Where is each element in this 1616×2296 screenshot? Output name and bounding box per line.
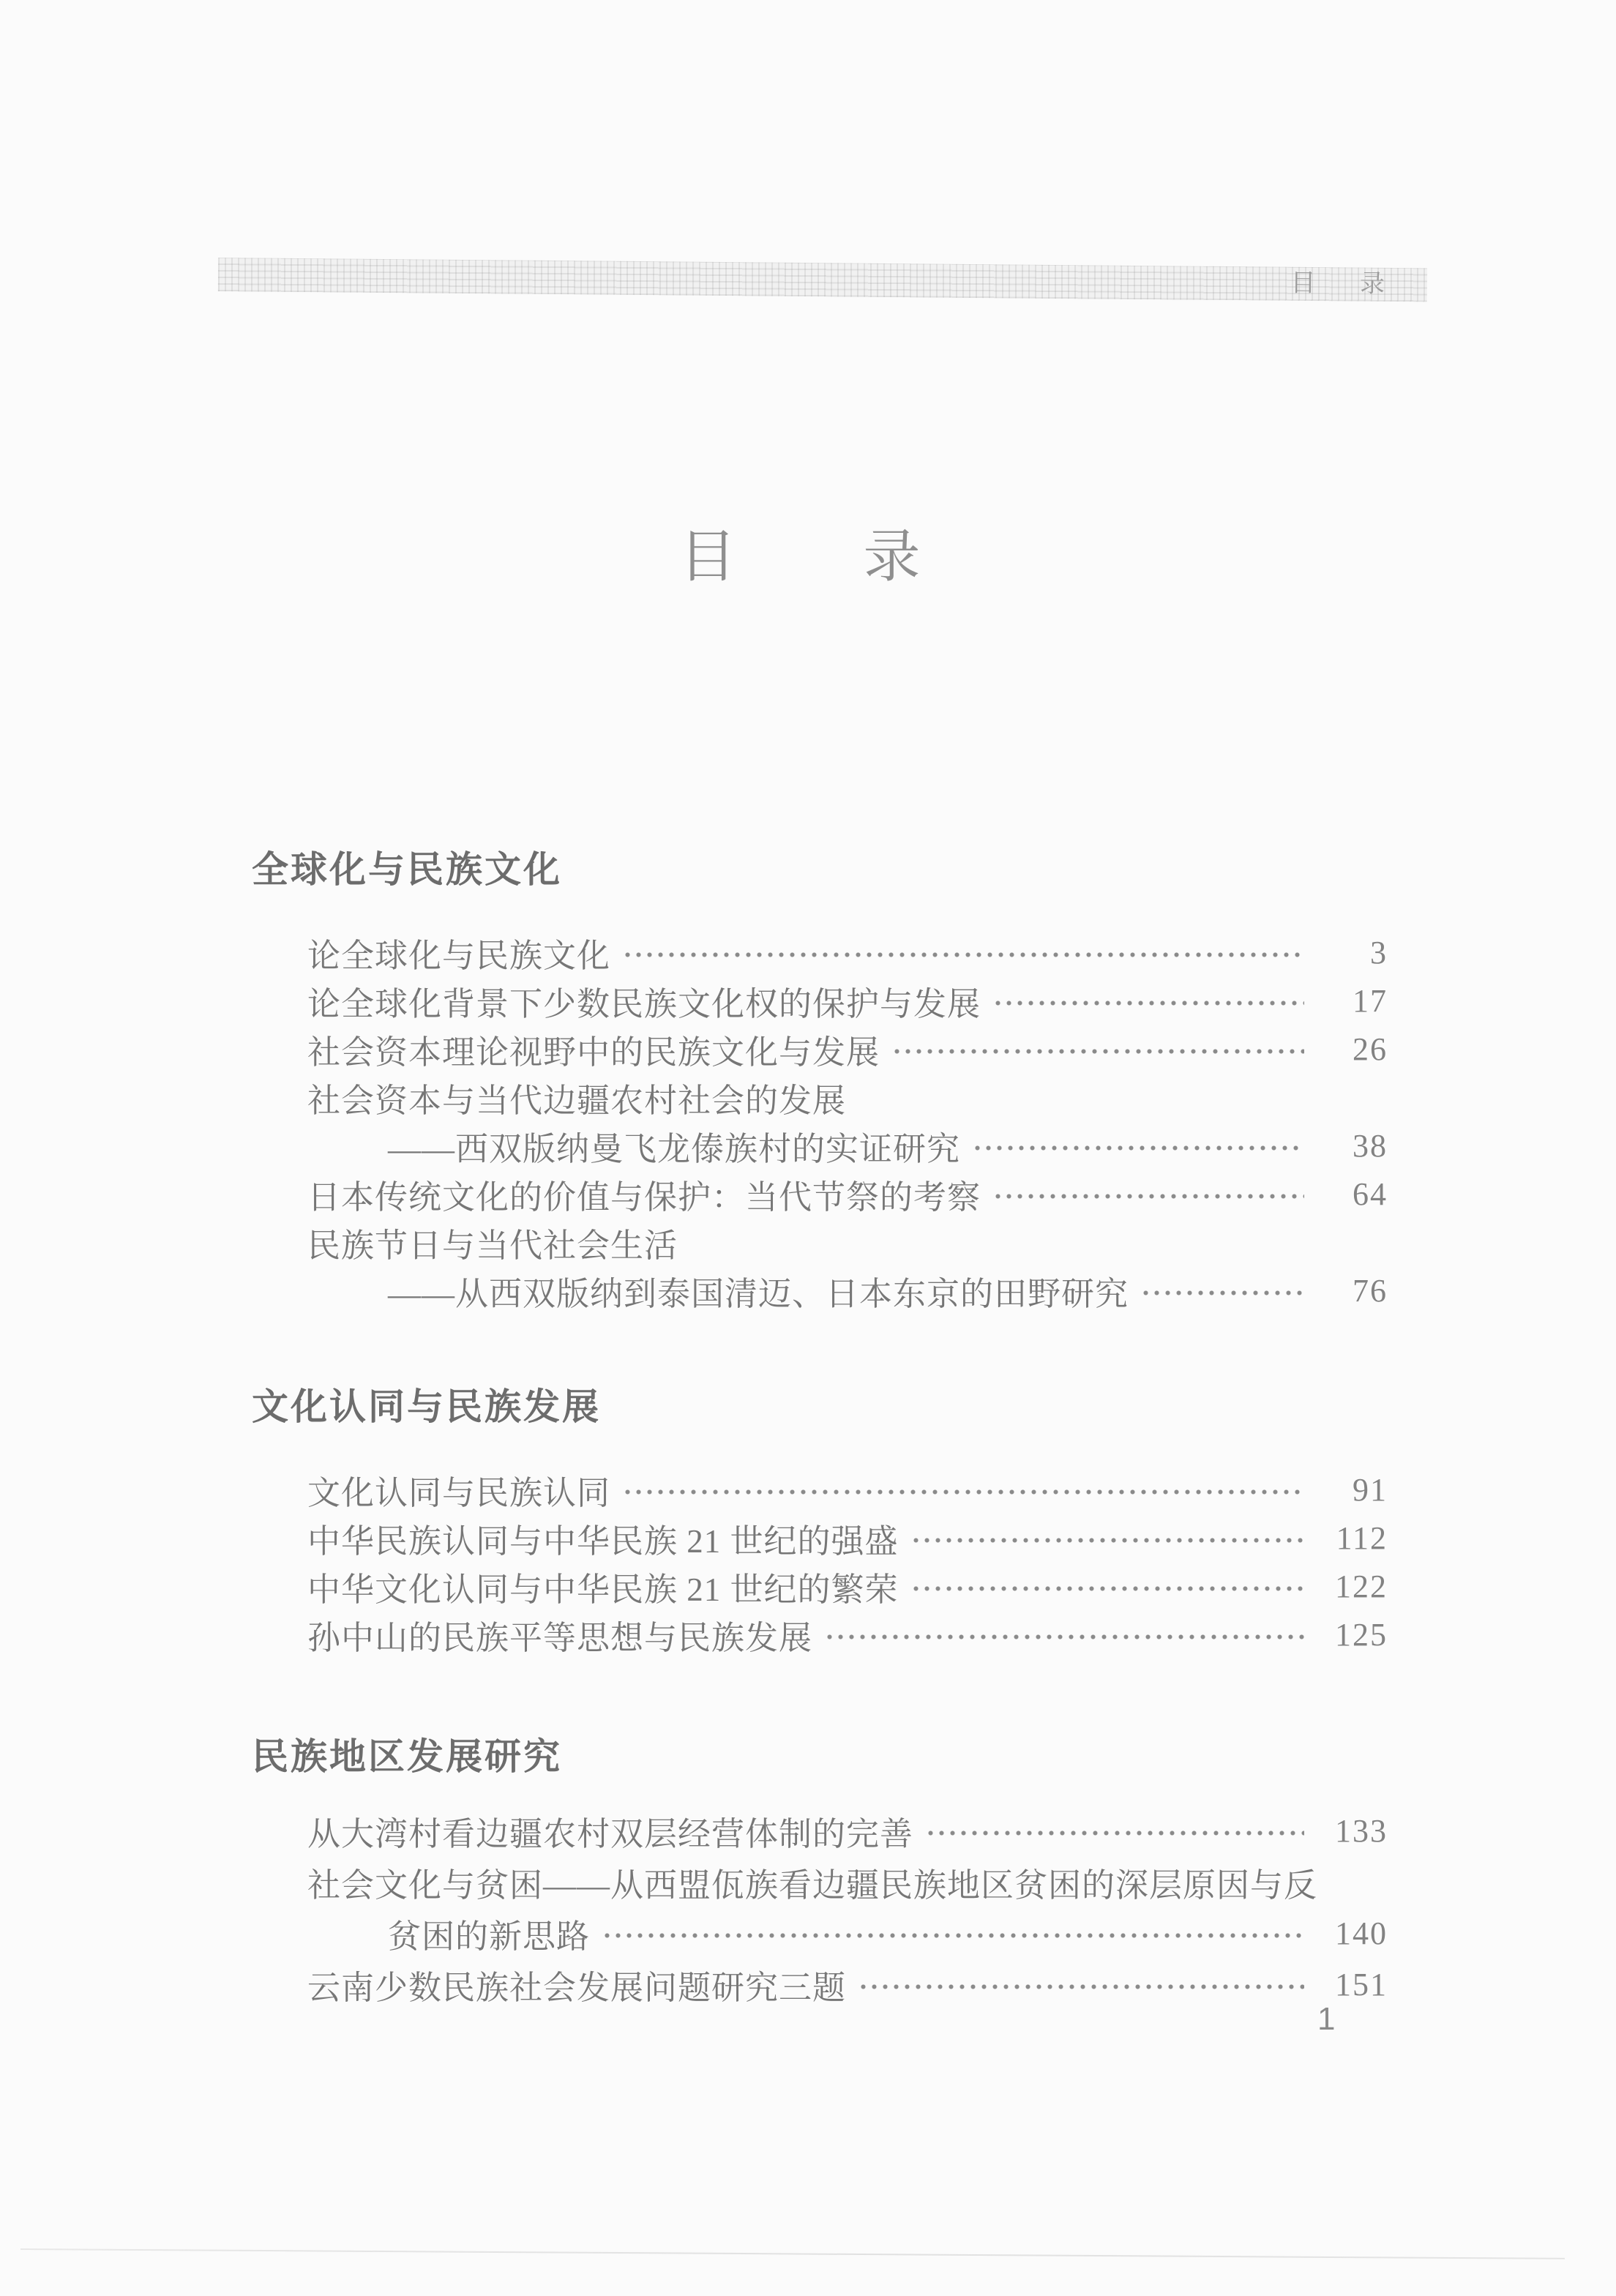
toc-entry-title: 贫困的新思路 (388, 1918, 591, 1955)
toc-entry-title: 社会文化与贫困——从西盟佤族看边疆民族地区贫困的深层原因与反 (307, 1866, 1318, 1904)
toc-entry (307, 1218, 1388, 1266)
toc-entry-page: 151 (1335, 1966, 1388, 2003)
toc-content (252, 849, 1388, 2010)
toc-entry-title: 文化认同与民族认同 (307, 1474, 611, 1511)
toc-entry-page: 112 (1336, 1519, 1388, 1556)
toc-entry-page: 38 (1353, 1127, 1388, 1164)
toc-entry-title: 中华民族认同与中华民族 21 世纪的强盛 (307, 1522, 899, 1560)
toc-entry (307, 1025, 1388, 1073)
toc-section (252, 1736, 1388, 2010)
dot-leader (910, 1562, 1304, 1610)
toc-entry-title: ——从西双版纳到泰国清迈、日本东京的田野研究 (388, 1275, 1129, 1312)
toc-section (252, 849, 1388, 1315)
dot-leader (891, 1025, 1304, 1073)
dot-leader (622, 1465, 1304, 1514)
page-title: 目 录 (679, 525, 922, 588)
scan-edge-artifact (20, 2248, 1565, 2259)
toc-entry-page: 140 (1335, 1915, 1388, 1951)
dot-leader (992, 976, 1304, 1025)
toc-entry-page: 76 (1353, 1272, 1388, 1309)
toc-entry-page: 122 (1335, 1568, 1388, 1604)
toc-entry (307, 1959, 1388, 2010)
toc-entry-title: 民族节日与当代社会生活 (307, 1227, 678, 1264)
dot-leader (602, 1907, 1304, 1959)
toc-entry-title: 从大湾村看边疆农村双层经营体制的完善 (307, 1815, 914, 1852)
dot-leader (992, 1170, 1304, 1218)
section-heading: 文化认同与民族发展 (252, 1386, 601, 1427)
toc-entry (307, 1465, 1388, 1514)
dot-leader (622, 928, 1304, 976)
toc-section (252, 1386, 1388, 1659)
page-number: 1 (1317, 2001, 1336, 2037)
toc-entry (307, 1073, 1388, 1121)
toc-entry-page: 91 (1353, 1471, 1388, 1508)
toc-entry-title: 社会资本理论视野中的民族文化与发展 (307, 1033, 880, 1071)
toc-entry (307, 1562, 1388, 1610)
toc-entry-page: 26 (1353, 1031, 1388, 1067)
toc-entry (307, 1907, 1388, 1959)
toc-entry-page: 17 (1353, 982, 1388, 1019)
running-header-bar (218, 258, 1427, 302)
toc-entry-title: 中华文化认同与中华民族 21 世纪的繁荣 (307, 1571, 899, 1608)
running-header-title: 目 录 (1290, 269, 1387, 298)
toc-entry-title: 论全球化与民族文化 (307, 937, 611, 974)
toc-entry-title: 日本传统文化的价值与保护：当代节祭的考察 (307, 1178, 981, 1216)
dot-leader (925, 1805, 1304, 1856)
section-entries (307, 1805, 1388, 2010)
toc-entry-page: 125 (1335, 1616, 1388, 1653)
section-entries (307, 1465, 1388, 1659)
toc-entry (307, 1856, 1388, 1907)
toc-entry (307, 1805, 1388, 1856)
toc-entry (307, 1266, 1388, 1315)
dot-leader (824, 1610, 1304, 1659)
dot-leader (858, 1959, 1304, 2010)
section-entries (307, 928, 1388, 1315)
toc-entry-page: 3 (1370, 934, 1388, 971)
toc-entry (307, 976, 1388, 1025)
toc-entry (307, 1514, 1388, 1562)
toc-entry-title: 孙中山的民族平等思想与民族发展 (307, 1619, 813, 1656)
toc-entry-title: 云南少数民族社会发展问题研究三题 (307, 1969, 847, 2006)
toc-entry-page: 133 (1335, 1812, 1388, 1849)
toc-entry-title: ——西双版纳曼飞龙傣族村的实证研究 (388, 1130, 961, 1167)
dot-leader (910, 1514, 1304, 1562)
toc-entry (307, 928, 1388, 976)
dot-leader (972, 1121, 1304, 1170)
toc-entry-page: 64 (1353, 1175, 1388, 1212)
toc-entry-title: 社会资本与当代边疆农村社会的发展 (307, 1082, 847, 1119)
toc-entry (307, 1610, 1388, 1659)
toc-entry (307, 1170, 1388, 1218)
toc-entry (307, 1121, 1388, 1170)
toc-entry-title: 论全球化背景下少数民族文化权的保护与发展 (307, 985, 981, 1022)
section-heading: 民族地区发展研究 (252, 1736, 562, 1777)
section-heading: 全球化与民族文化 (252, 849, 562, 890)
dot-leader (1140, 1266, 1304, 1315)
